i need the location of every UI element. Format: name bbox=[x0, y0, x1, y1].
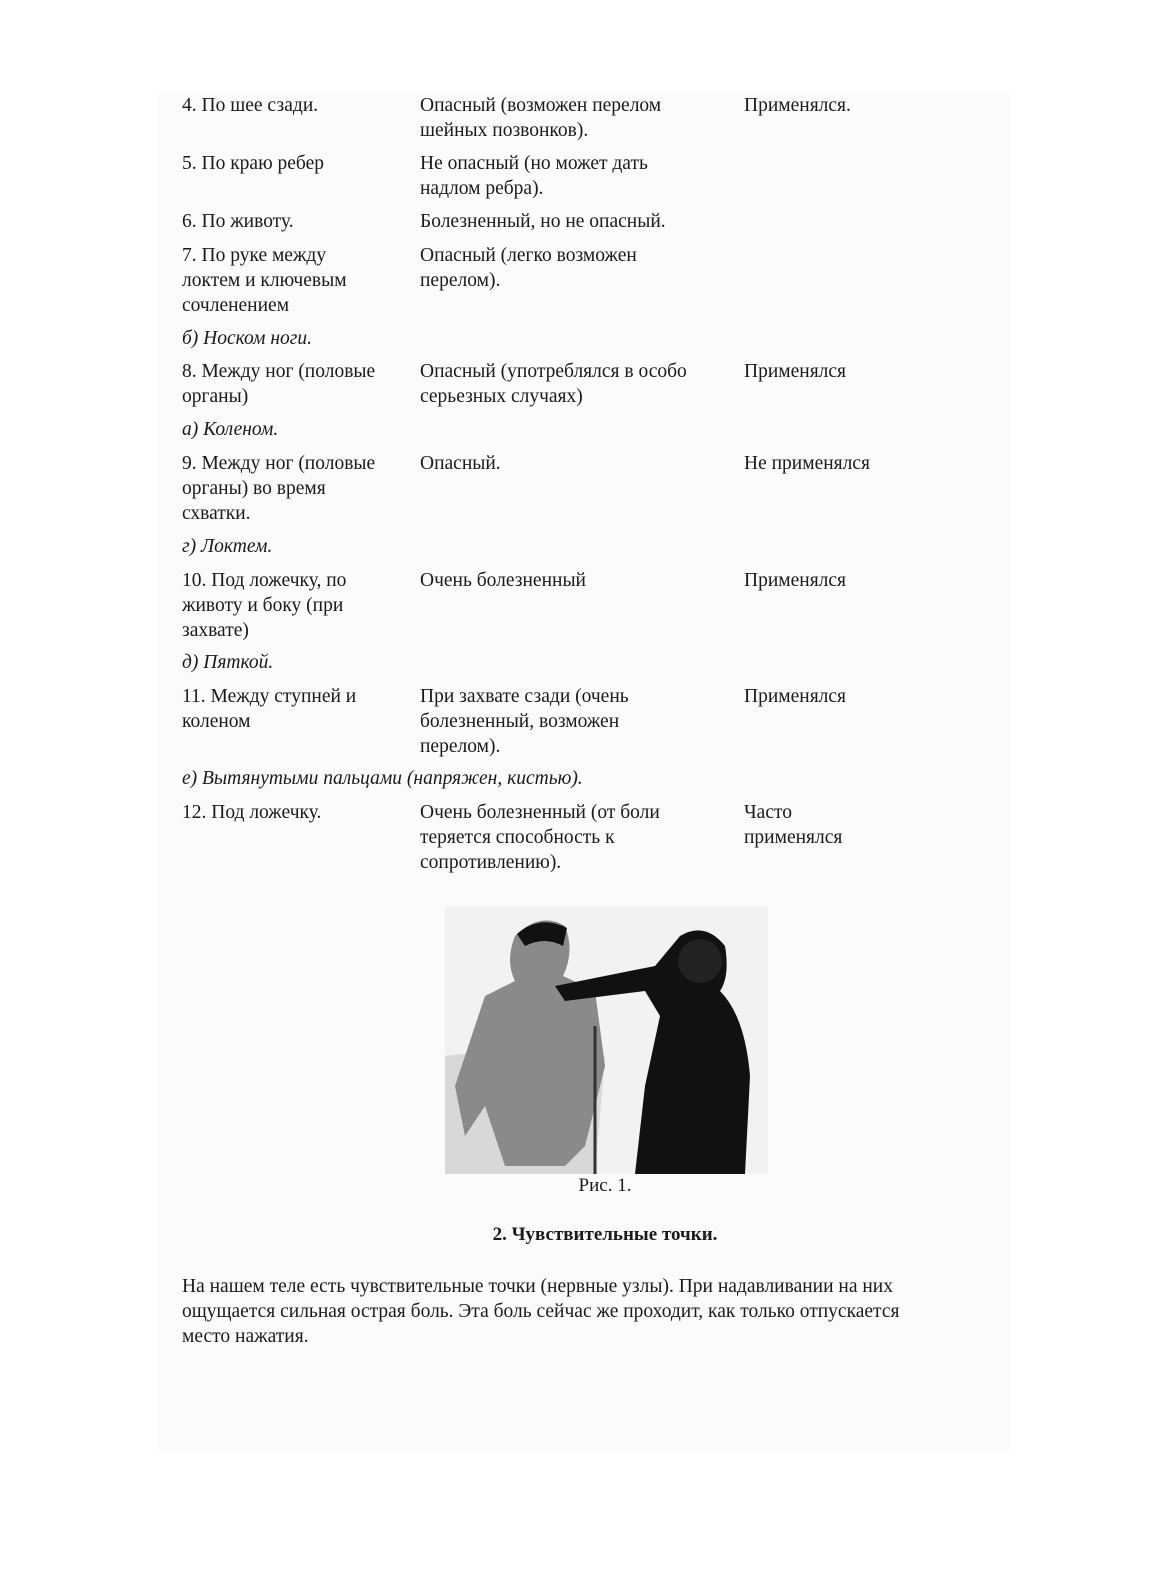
figure-illustration bbox=[445, 906, 768, 1174]
strike-target: животу и боку (при bbox=[182, 595, 344, 616]
strike-target: схватки. bbox=[182, 503, 251, 524]
section-label: д) Пяткой. bbox=[182, 652, 274, 673]
strike-target: 11. Между ступней и bbox=[182, 686, 357, 707]
paragraph-line: На нашем теле есть чувствительные точки (нервные узлы). При надавливании на них bbox=[182, 1276, 893, 1297]
strike-target: сочленением bbox=[182, 295, 290, 316]
strike-target: 10. Под ложечку, по bbox=[182, 570, 347, 591]
danger-description: перелом). bbox=[420, 270, 501, 291]
section-heading: 2. Чувствительные точки. bbox=[492, 1224, 718, 1245]
strike-target: органы) bbox=[182, 386, 249, 407]
danger-description: Опасный (употреблялся в особо bbox=[420, 361, 687, 382]
danger-description: Болезненный, но не опасный. bbox=[420, 211, 666, 232]
figure-caption: Рис. 1. bbox=[578, 1175, 632, 1196]
danger-description: Очень болезненный (от боли bbox=[420, 802, 660, 823]
section-label: б) Носком ноги. bbox=[182, 328, 313, 349]
strike-target: 9. Между ног (половые bbox=[182, 453, 376, 474]
danger-description: Опасный (возможен перелом bbox=[420, 95, 662, 116]
danger-description: Опасный (легко возможен bbox=[420, 245, 637, 266]
strike-target: 8. Между ног (половые bbox=[182, 361, 376, 382]
danger-description: При захвате сзади (очень bbox=[420, 686, 629, 707]
strike-target: 12. Под ложечку. bbox=[182, 802, 322, 823]
danger-description: сопротивлению). bbox=[420, 852, 562, 873]
usage-status: Часто bbox=[744, 802, 792, 823]
usage-status: Применялся bbox=[744, 361, 847, 382]
danger-description: болезненный, возможен bbox=[420, 711, 620, 732]
strike-target: захвате) bbox=[182, 620, 249, 641]
danger-description: Очень болезненный bbox=[420, 570, 586, 591]
strike-target: 4. По шее сзади. bbox=[182, 95, 319, 116]
danger-description: Опасный. bbox=[420, 453, 501, 474]
strike-target: коленом bbox=[182, 711, 251, 732]
section-label: е) Вытянутыми пальцами (напряжен, кистью). bbox=[182, 768, 583, 789]
strike-target: 6. По животу. bbox=[182, 211, 294, 232]
strike-target: 5. По краю ребер bbox=[182, 153, 325, 174]
danger-description: перелом). bbox=[420, 736, 501, 757]
strike-target: 7. По руке между bbox=[182, 245, 327, 266]
usage-status: Не применялся bbox=[744, 453, 870, 474]
usage-status: применялся bbox=[744, 827, 843, 848]
usage-status: Применялся bbox=[744, 570, 847, 591]
danger-description: Не опасный (но может дать bbox=[420, 153, 648, 174]
danger-description: шейных позвонков). bbox=[420, 120, 589, 141]
danger-description: теряется способность к bbox=[420, 827, 615, 848]
section-label: а) Коленом. bbox=[182, 419, 279, 440]
strike-target: органы) во время bbox=[182, 478, 326, 499]
usage-status: Применялся bbox=[744, 686, 847, 707]
usage-status: Применялся. bbox=[744, 95, 851, 116]
danger-description: надлом ребра). bbox=[420, 178, 544, 199]
strike-target: локтем и ключевым bbox=[182, 270, 347, 291]
paragraph-line: место нажатия. bbox=[182, 1326, 309, 1347]
section-label: г) Локтем. bbox=[182, 536, 273, 557]
danger-description: серьезных случаях) bbox=[420, 386, 583, 407]
paragraph-line: ощущается сильная острая боль. Эта боль сейчас же проходит, как только отпускается bbox=[182, 1301, 900, 1322]
